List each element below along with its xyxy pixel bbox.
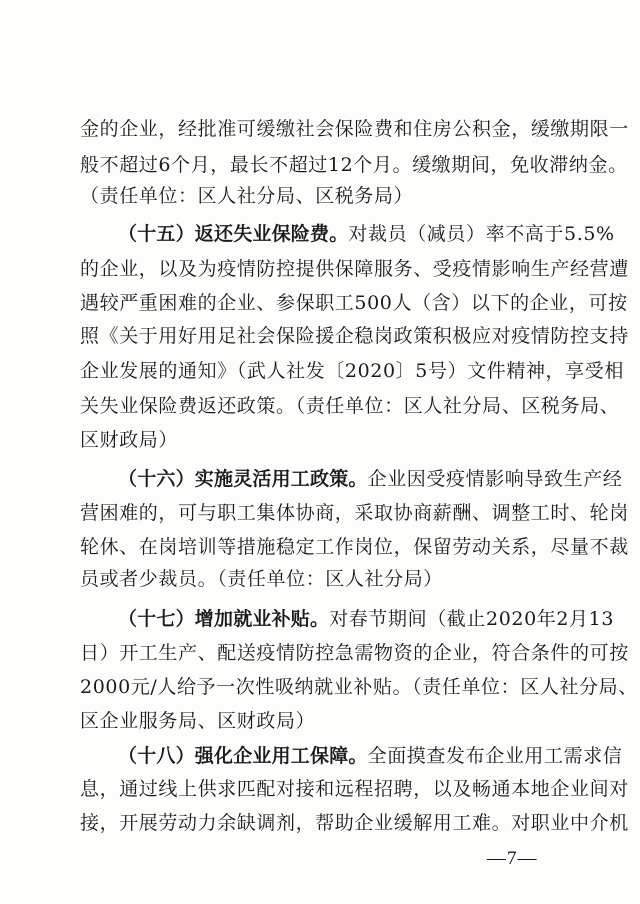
page-number: —7— — [487, 848, 538, 869]
section-heading-16: （十六）实施灵活用工政策。 — [118, 468, 368, 490]
text-span: 企业因受疫情影响导致生产经 — [367, 468, 623, 490]
text-line: 的企业，以及为疫情防控提供保障服务、受疫情影响生产经营遭 — [80, 258, 629, 280]
paragraph-17-first-line — [118, 606, 615, 632]
text-line: 日）开工生产、配送疫情防控急需物资的企业，符合条件的可按 — [80, 642, 629, 664]
section-heading-18: （十八）强化企业用工保障。 — [118, 745, 368, 767]
text-line: 关失业保险费返还政策。（责任单位：区人社分局、区税务局、 — [80, 395, 620, 417]
text-line: 轮休、在岗培训等措施稳定工作岗位，保留劳动关系，尽量不裁 — [80, 536, 629, 558]
text-span: 对裁员（减员）率不高于5.5% — [348, 223, 615, 245]
text-span: 全面摸查发布企业用工需求信 — [367, 745, 623, 767]
text-line: 遇较严重困难的企业、参保职工500人（含）以下的企业，可按 — [80, 292, 628, 314]
text-line: 照《关于用好用足社会保险援企稳岗政策积极应对疫情防控支持 — [80, 325, 629, 347]
text-line: 企业发展的通知》（武人社发〔2020〕5号）文件精神，享受相 — [80, 360, 624, 382]
text-line: 营困难的，可与职工集体协商，采取协商薪酬、调整工时、轮岗 — [80, 502, 629, 524]
paragraph-16-first-line — [118, 466, 623, 492]
text-line: （责任单位：区人社分局、区税务局） — [80, 185, 414, 207]
text-line: 区财政局） — [80, 429, 179, 451]
text-line: 2000元/人给予一次性吸纳就业补贴。（责任单位：区人社分局、 — [80, 676, 638, 698]
text-line: 般不超过6个月，最长不超过12个月。缓缴期间，免收滞纳金。 — [80, 154, 628, 176]
text-line: 息，通过线上供求匹配对接和远程招聘，以及畅通本地企业间对 — [80, 778, 629, 800]
section-heading-17: （十七）增加就业补贴。 — [118, 608, 330, 630]
paragraph-15-first-line — [118, 221, 615, 247]
text-line: 员或者少裁员。（责任单位：区人社分局） — [80, 568, 443, 590]
text-line: 金的企业，经批准可缓缴社会保险费和住房公积金，缓缴期限一 — [80, 118, 629, 140]
paragraph-18-first-line — [118, 743, 623, 769]
text-line: 区企业服务局、区财政局） — [80, 710, 316, 732]
section-heading-15: （十五）返还失业保险费。 — [118, 223, 349, 245]
text-line: 接，开展劳动力余缺调剂，帮助企业缓解用工难。对职业中介机 — [80, 812, 629, 834]
text-span: 对春节期间（截止2020年2月13 — [329, 608, 615, 630]
